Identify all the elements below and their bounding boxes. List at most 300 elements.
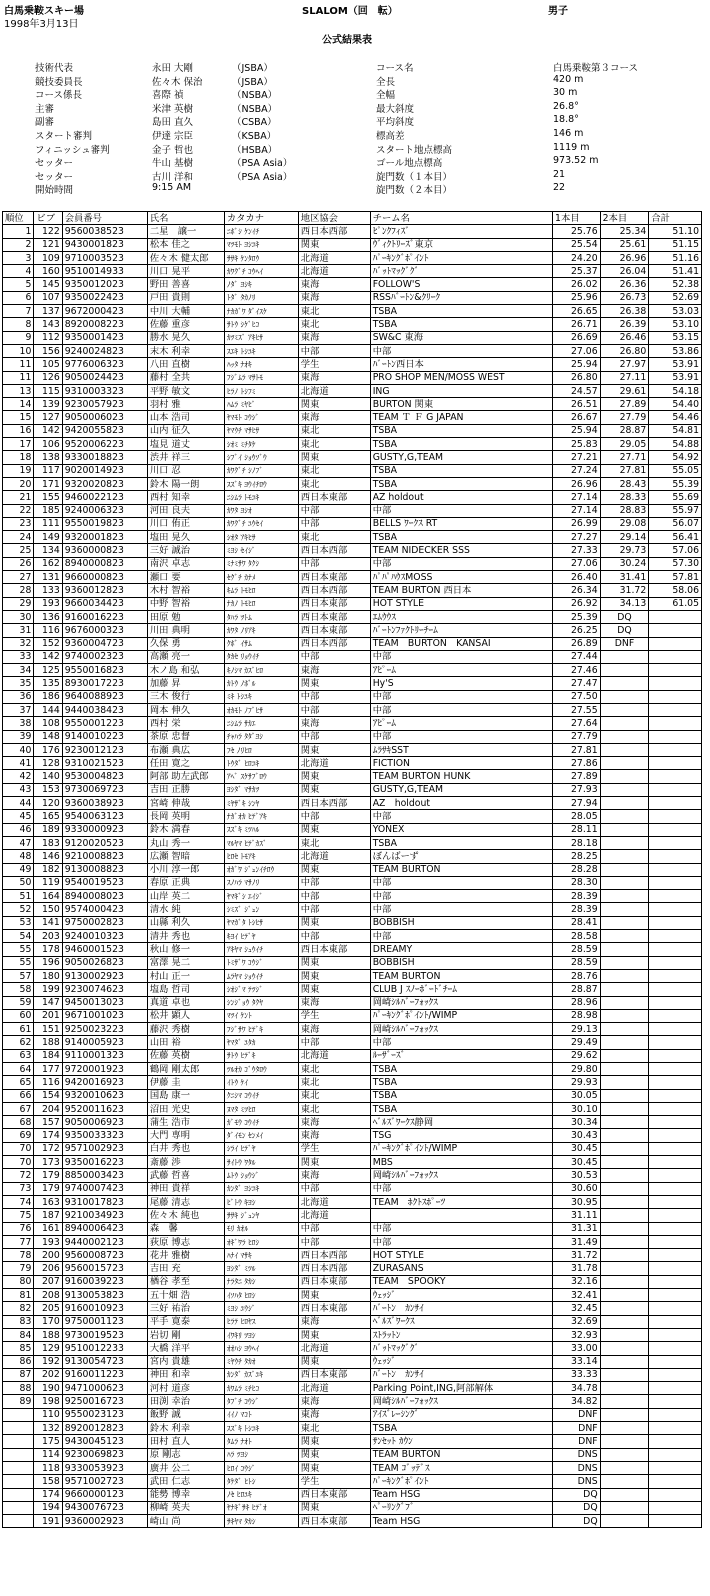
cell-region: 西日本東部: [298, 597, 370, 610]
cell-rank: 11: [3, 358, 34, 371]
cell-run1: 25.83: [553, 438, 601, 451]
cell-athlete-name: 三好 誠治: [147, 544, 224, 557]
table-row: [3, 491, 702, 504]
cell-region: 中部: [298, 903, 370, 916]
column-header: 順位: [3, 212, 34, 225]
cell-athlete-kana: ﾀﾌﾞﾁ ｺｳｼﾞ: [224, 1395, 298, 1408]
cell-run2: [600, 743, 649, 756]
cell-member-id: 9310017823: [62, 1195, 147, 1208]
cell-run2: [600, 1328, 649, 1341]
cell-run2: [600, 1408, 649, 1421]
table-row: [3, 358, 702, 371]
cell-run1: 26.40: [553, 571, 601, 584]
cell-athlete-name: 真道 卓也: [147, 996, 224, 1009]
cell-team: 中部: [370, 730, 552, 743]
cell-total: [649, 943, 702, 956]
official-role: スタート審判: [35, 130, 93, 142]
cell-run2: [600, 1023, 649, 1036]
table-row: [3, 757, 702, 770]
cell-total: [649, 930, 702, 943]
cell-athlete-kana: ﾔﾅｷﾞｻｷ ﾋﾃﾞｵ: [224, 1501, 298, 1514]
cell-run2: [600, 1195, 649, 1208]
cell-member-id: 8930017223: [62, 677, 147, 690]
cell-member-id: 9560015723: [62, 1262, 147, 1275]
cell-run1: 28.25: [553, 850, 601, 863]
cell-run1: 25.94: [553, 424, 601, 437]
cell-team: TEAM Ｔ Ｆ G JAPAN: [370, 411, 552, 424]
cell-total: [649, 757, 702, 770]
cell-region: 学生: [298, 1009, 370, 1022]
column-header: チーム名: [370, 212, 552, 225]
cell-region: 中部: [298, 810, 370, 823]
cell-run1: DNS: [553, 1448, 601, 1461]
cell-bib: 153: [34, 783, 62, 796]
table-row: [3, 371, 702, 384]
cell-bib: 176: [34, 743, 62, 756]
cell-region: 関東: [298, 916, 370, 929]
cell-member-id: 9130008823: [62, 863, 147, 876]
cell-athlete-kana: ｻｲﾄｳ ﾜﾀﾙ: [224, 1156, 298, 1169]
cell-region: 西日本東部: [298, 610, 370, 623]
cell-team: ﾍﾞﾙｽﾞﾜｰｸｽ静岡: [370, 1116, 552, 1129]
cell-run2: [600, 1076, 649, 1089]
cell-run2: 26.96: [600, 251, 649, 264]
official-role: セッター: [35, 171, 74, 183]
cell-run2: [600, 1142, 649, 1155]
table-row: [3, 730, 702, 743]
cell-bib: 172: [34, 1142, 62, 1155]
cell-athlete-name: 神田 貴祥: [147, 1182, 224, 1195]
table-row: [3, 1063, 702, 1076]
cell-athlete-name: 蒲生 浩市: [147, 1116, 224, 1129]
table-row: [3, 1182, 702, 1195]
cell-athlete-kana: ｲﾄｳ ｹｲ: [224, 1076, 298, 1089]
cell-athlete-kana: ｵｶﾞﾜ ｼﾞｭﾝｲﾁﾛｳ: [224, 863, 298, 876]
cell-member-id: 9460001523: [62, 943, 147, 956]
cell-region: 関東: [298, 1461, 370, 1474]
cell-rank: 59: [3, 996, 34, 1009]
cell-total: [649, 1515, 702, 1528]
cell-rank: 8: [3, 318, 34, 331]
cell-athlete-name: 宮内 貴雄: [147, 1355, 224, 1368]
cell-run1: 31.31: [553, 1222, 601, 1235]
cell-bib: 154: [34, 1089, 62, 1102]
cell-bib: 155: [34, 491, 62, 504]
official-org: （CSBA）: [232, 117, 277, 129]
info-row: [0, 60, 710, 74]
course-label: コース名: [376, 63, 414, 74]
official-name: 古川 洋和: [152, 171, 194, 183]
cell-run1: 26.92: [553, 597, 601, 610]
cell-athlete-name: 平手 寛泰: [147, 1315, 224, 1328]
cell-run1: 28.59: [553, 956, 601, 969]
cell-region: 中部: [298, 1036, 370, 1049]
table-row: [3, 265, 702, 278]
cell-athlete-kana: ﾊﾗ ﾂﾖｼ: [224, 1448, 298, 1461]
cell-run1: 28.98: [553, 1009, 601, 1022]
table-row: [3, 690, 702, 703]
cell-region: 東海: [298, 1169, 370, 1182]
cell-member-id: 9730019523: [62, 1328, 147, 1341]
cell-athlete-name: 佐々木 健太郎: [147, 251, 224, 264]
cell-rank: 14: [3, 398, 34, 411]
cell-athlete-kana: ﾆｼﾑﾗ ﾄﾓﾕｷ: [224, 491, 298, 504]
cell-total: 54.81: [649, 424, 702, 437]
cell-rank: 72: [3, 1169, 34, 1182]
cell-bib: 133: [34, 584, 62, 597]
cell-team: TSBA: [370, 1089, 552, 1102]
cell-bib: 157: [34, 1116, 62, 1129]
cell-member-id: 9550019823: [62, 517, 147, 530]
cell-total: [649, 1342, 702, 1355]
cell-athlete-kana: ｼｵﾀ ｱｷﾋｻ: [224, 531, 298, 544]
cell-run2: DQ: [600, 610, 649, 623]
cell-rank: 3: [3, 251, 34, 264]
cell-region: 北海道: [298, 251, 370, 264]
table-row: [3, 225, 702, 238]
official-name: 喜際 禎: [152, 90, 184, 102]
cell-total: [649, 664, 702, 677]
cell-region: 東北: [298, 464, 370, 477]
cell-athlete-name: 清水 純: [147, 903, 224, 916]
cell-team: BURTON 関東: [370, 398, 552, 411]
cell-region: 西日本東部: [298, 943, 370, 956]
cell-run1: 26.25: [553, 624, 601, 637]
cell-total: 55.97: [649, 504, 702, 517]
cell-bib: 199: [34, 983, 62, 996]
cell-member-id: 8920008223: [62, 318, 147, 331]
cell-bib: 139: [34, 398, 62, 411]
cell-run2: [600, 1289, 649, 1302]
cell-member-id: 9330000923: [62, 823, 147, 836]
cell-team: HOT STYLE: [370, 597, 552, 610]
table-row: [3, 464, 702, 477]
results-table: [2, 211, 702, 1528]
cell-team: TSBA: [370, 1076, 552, 1089]
cell-bib: 127: [34, 411, 62, 424]
cell-bib: 112: [34, 331, 62, 344]
cell-member-id: 9671001023: [62, 1009, 147, 1022]
cell-athlete-name: 沼田 光史: [147, 1102, 224, 1115]
cell-team: YONEX: [370, 823, 552, 836]
table-row: [3, 1102, 702, 1115]
cell-run1: 29.49: [553, 1036, 601, 1049]
cell-bib: 177: [34, 1063, 62, 1076]
cell-rank: 2: [3, 238, 34, 251]
cell-athlete-kana: ｻﾄｳ ﾋﾃﾞｷ: [224, 1049, 298, 1062]
cell-athlete-name: 木村 智裕: [147, 584, 224, 597]
cell-athlete-name: 荻原 博志: [147, 1235, 224, 1248]
cell-total: [649, 1249, 702, 1262]
table-row: [3, 810, 702, 823]
cell-team: 中部: [370, 557, 552, 570]
cell-rank: 23: [3, 517, 34, 530]
cell-run2: [600, 863, 649, 876]
table-row: [3, 717, 702, 730]
cell-bib: 118: [34, 1461, 62, 1474]
cell-member-id: 9330018823: [62, 451, 147, 464]
cell-region: 東北: [298, 836, 370, 849]
cell-rank: 9: [3, 331, 34, 344]
cell-athlete-kana: ｽﾉﾊﾗ ﾏｻﾉﾘ: [224, 876, 298, 889]
cell-total: [649, 1408, 702, 1421]
course-label: 全長: [376, 76, 396, 88]
cell-athlete-name: 丸山 秀一: [147, 836, 224, 849]
cell-bib: 163: [34, 1195, 62, 1208]
cell-rank: 49: [3, 863, 34, 876]
cell-athlete-name: 山岸 英二: [147, 890, 224, 903]
course-value: 1119 m: [553, 141, 590, 153]
cell-athlete-kana: ｶﾜｸﾞﾁ ｼﾉﾌﾞ: [224, 464, 298, 477]
cell-team: Parking Point,ING,阿部解体: [370, 1382, 552, 1395]
cell-rank: 63: [3, 1049, 34, 1062]
cell-run2: 26.80: [600, 344, 649, 357]
cell-region: 東北: [298, 477, 370, 490]
cell-team: CLUB J ｽﾉｰﾎﾞｰﾄﾞﾁｰﾑ: [370, 983, 552, 996]
cell-total: [649, 1116, 702, 1129]
cell-team: SW&C 東海: [370, 331, 552, 344]
cell-bib: 141: [34, 916, 62, 929]
table-row: [3, 291, 702, 304]
cell-member-id: 9560008723: [62, 1249, 147, 1262]
cell-athlete-kana: ﾆｼﾑﾗ ｻｶｴ: [224, 717, 298, 730]
info-row: [0, 128, 710, 142]
cell-athlete-name: 西村 栄: [147, 717, 224, 730]
cell-bib: 135: [34, 677, 62, 690]
table-row: [3, 1515, 702, 1528]
cell-run1: 26.02: [553, 278, 601, 291]
table-row: [3, 1222, 702, 1235]
cell-run2: 26.04: [600, 265, 649, 278]
cell-run2: [600, 983, 649, 996]
cell-athlete-name: 佐藤 英樹: [147, 1049, 224, 1062]
cell-athlete-kana: ﾋﾞﾄｳ ｷﾖｼ: [224, 1195, 298, 1208]
cell-athlete-name: 武田 仁志: [147, 1475, 224, 1488]
cell-rank: 86: [3, 1355, 34, 1368]
cell-member-id: 9560038523: [62, 225, 147, 238]
cell-run1: 25.39: [553, 610, 601, 623]
cell-team: 中部: [370, 504, 552, 517]
cell-team: TSBA: [370, 318, 552, 331]
cell-bib: 175: [34, 1435, 62, 1448]
cell-member-id: 9720001923: [62, 1063, 147, 1076]
cell-bib: 170: [34, 1315, 62, 1328]
cell-member-id: 9676000323: [62, 624, 147, 637]
cell-rank: 17: [3, 438, 34, 451]
cell-region: 北海道: [298, 1382, 370, 1395]
cell-team: TSBA: [370, 305, 552, 318]
cell-athlete-kana: ｼｵｼﾞﾏ ﾃﾂｼﾞ: [224, 983, 298, 996]
cell-team: ｱﾋﾟｰﾑ: [370, 664, 552, 677]
official-role: 副審: [35, 117, 55, 129]
cell-total: [649, 610, 702, 623]
cell-team: ZURASANS: [370, 1262, 552, 1275]
official-role: セッター: [35, 158, 74, 170]
cell-region: 西日本東部: [298, 1275, 370, 1288]
cell-team: TEAM BURTON: [370, 1448, 552, 1461]
official-org: （JSBA）: [232, 63, 273, 74]
cell-member-id: 9320010623: [62, 1089, 147, 1102]
cell-bib: 131: [34, 571, 62, 584]
cell-run2: [600, 1182, 649, 1195]
cell-rank: 6: [3, 291, 34, 304]
course-label: 平均斜度: [376, 117, 415, 129]
cell-team: TSBA: [370, 438, 552, 451]
cell-region: 東海: [298, 411, 370, 424]
cell-athlete-kana: ｶﾜｸﾞﾁ ﾕｳｾｲ: [224, 517, 298, 530]
course-label: 旋門数（２本目）: [376, 185, 453, 197]
cell-run2: [600, 1249, 649, 1262]
cell-athlete-name: 末木 利幸: [147, 344, 224, 357]
cell-athlete-name: 川田 典明: [147, 624, 224, 637]
cell-bib: 158: [34, 1475, 62, 1488]
cell-total: 53.03: [649, 305, 702, 318]
cell-athlete-name: 山縣 利久: [147, 916, 224, 929]
cell-run2: [600, 876, 649, 889]
cell-member-id: 9350033323: [62, 1129, 147, 1142]
cell-run1: 27.14: [553, 504, 601, 517]
cell-run2: [600, 1515, 649, 1528]
cell-athlete-kana: ﾔﾏﾓﾄ ｺｳｼﾞ: [224, 411, 298, 424]
cell-region: 関東: [298, 1289, 370, 1302]
table-row: [3, 1461, 702, 1474]
cell-athlete-name: 国島 康一: [147, 1089, 224, 1102]
cell-region: 東北: [298, 1422, 370, 1435]
cell-team: 岡崎ｼﾙﾊﾞｰﾌｫｯｸｽ: [370, 1395, 552, 1408]
cell-member-id: 9230074623: [62, 983, 147, 996]
cell-bib: 142: [34, 650, 62, 663]
cell-team: ｱﾋﾟｰﾑ: [370, 717, 552, 730]
cell-run2: 28.43: [600, 477, 649, 490]
table-row: [3, 943, 702, 956]
cell-bib: 191: [34, 1515, 62, 1528]
cell-athlete-name: 松井 顕人: [147, 1009, 224, 1022]
cell-athlete-kana: ﾔﾏｳﾁ ﾏｻﾋｻ: [224, 424, 298, 437]
cell-rank: 52: [3, 903, 34, 916]
cell-run1: DNF: [553, 1422, 601, 1435]
table-row: [3, 930, 702, 943]
cell-team: 中部: [370, 1182, 552, 1195]
cell-total: [649, 1368, 702, 1381]
column-header: ビブ: [34, 212, 62, 225]
cell-run1: 30.34: [553, 1116, 601, 1129]
cell-rank: 21: [3, 491, 34, 504]
cell-athlete-kana: ｲｿﾊﾀ ﾋﾛｼ: [224, 1289, 298, 1302]
cell-rank: 58: [3, 983, 34, 996]
cell-run2: [600, 690, 649, 703]
cell-athlete-kana: ﾅｶﾞｵｶ ﾋﾃﾞｱｷ: [224, 810, 298, 823]
course-value: 146 m: [553, 127, 584, 139]
cell-member-id: 9540019523: [62, 876, 147, 889]
cell-run2: 31.41: [600, 571, 649, 584]
cell-region: 関東: [298, 823, 370, 836]
cell-run1: 27.79: [553, 730, 601, 743]
cell-team: TEAM BURTON: [370, 969, 552, 982]
cell-run1: 24.57: [553, 384, 601, 397]
cell-bib: 111: [34, 517, 62, 530]
cell-athlete-name: 神田 和幸: [147, 1368, 224, 1381]
cell-run2: [600, 1009, 649, 1022]
cell-athlete-name: 戸田 貴則: [147, 291, 224, 304]
cell-run1: 28.18: [553, 836, 601, 849]
table-row: [3, 664, 702, 677]
cell-total: 53.15: [649, 331, 702, 344]
cell-run1: 27.47: [553, 677, 601, 690]
cell-member-id: 9330053923: [62, 1461, 147, 1474]
cell-run1: 26.89: [553, 637, 601, 650]
cell-athlete-kana: ｶﾂﾐｽﾞ ｱｷﾋｻ: [224, 331, 298, 344]
cell-athlete-name: 山内 征久: [147, 424, 224, 437]
info-row: [0, 101, 710, 115]
cell-athlete-kana: ｵｵﾊｼ ﾖｳﾍｲ: [224, 1342, 298, 1355]
cell-run2: [600, 770, 649, 783]
cell-run1: 32.16: [553, 1275, 601, 1288]
cell-rank: 73: [3, 1182, 34, 1195]
cell-rank: 31: [3, 624, 34, 637]
official-name: 島田 直久: [152, 117, 194, 129]
cell-rank: 82: [3, 1302, 34, 1315]
cell-total: [649, 730, 702, 743]
cell-region: 東海: [298, 996, 370, 1009]
cell-member-id: 9740007423: [62, 1182, 147, 1195]
cell-rank: 66: [3, 1089, 34, 1102]
cell-run1: 26.99: [553, 517, 601, 530]
cell-bib: 121: [34, 238, 62, 251]
table-row: [3, 876, 702, 889]
cell-team: ｱｲｽﾞﾚｰｼﾝｸﾞ: [370, 1408, 552, 1421]
cell-total: [649, 1328, 702, 1341]
cell-total: 52.69: [649, 291, 702, 304]
cell-total: [649, 850, 702, 863]
cell-team: 中部: [370, 703, 552, 716]
cell-member-id: 9460022123: [62, 491, 147, 504]
cell-athlete-kana: ｱｷﾔﾏ ｼｭｳｲﾁ: [224, 943, 298, 956]
table-row: [3, 1023, 702, 1036]
cell-member-id: 9350022423: [62, 291, 147, 304]
cell-run2: [600, 1063, 649, 1076]
cell-total: [649, 1129, 702, 1142]
cell-team: TSBA: [370, 1422, 552, 1435]
cell-rank: 20: [3, 477, 34, 490]
course-label: ゴール地点標高: [376, 158, 443, 170]
official-org: （HSBA）: [232, 144, 278, 156]
cell-region: 北海道: [298, 1049, 370, 1062]
cell-bib: 108: [34, 717, 62, 730]
cell-run2: 26.36: [600, 278, 649, 291]
cell-rank: 40: [3, 743, 34, 756]
cell-bib: 156: [34, 344, 62, 357]
cell-run1: 28.28: [553, 863, 601, 876]
cell-total: [649, 1422, 702, 1435]
cell-region: 関東: [298, 1156, 370, 1169]
table-row: [3, 1262, 702, 1275]
cell-athlete-kana: ｶﾜﾀ ﾖｼｵ: [224, 504, 298, 517]
cell-team: HOT STYLE: [370, 1249, 552, 1262]
cell-total: 53.86: [649, 344, 702, 357]
cell-region: 西日本西部: [298, 1262, 370, 1275]
cell-team: ｽﾄﾗｯﾄﾝ: [370, 1328, 552, 1341]
cell-member-id: 9510014933: [62, 265, 147, 278]
cell-bib: 152: [34, 637, 62, 650]
cell-bib: 180: [34, 969, 62, 982]
cell-region: 中部: [298, 1222, 370, 1235]
cell-run2: [600, 1235, 649, 1248]
cell-athlete-kana: ﾀﾞｲﾓﾝ ｾﾝﾒｲ: [224, 1129, 298, 1142]
cell-team: ﾊﾞｰﾄﾝ西日本: [370, 358, 552, 371]
cell-run1: 25.76: [553, 225, 601, 238]
cell-bib: 148: [34, 730, 62, 743]
cell-run2: 34.13: [600, 597, 649, 610]
